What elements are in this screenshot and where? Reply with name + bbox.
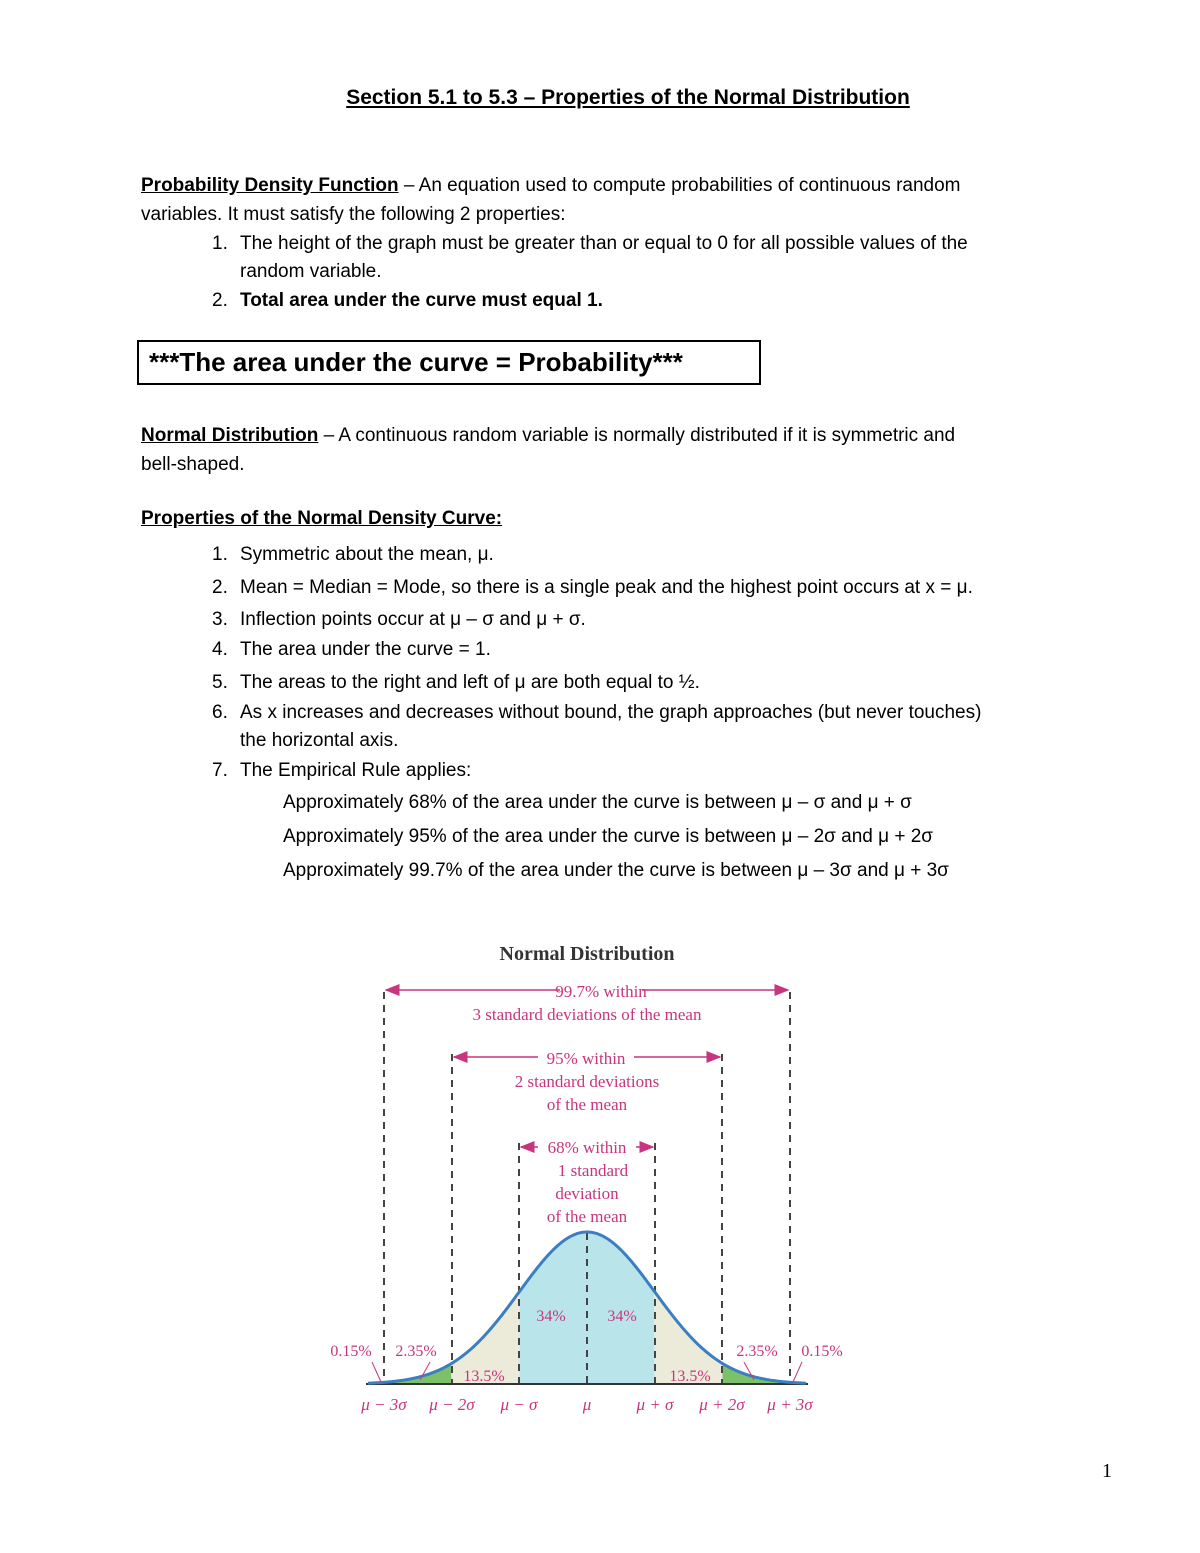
- left-235-label: 2.35%: [395, 1343, 437, 1360]
- band-95-label: 95% within: [546, 1049, 626, 1068]
- list-number: 7.: [212, 760, 228, 781]
- list-text: The height of the graph must be greater than or equal to 0 for all possible values of the: [240, 233, 968, 254]
- left-tail-pointer: [372, 1362, 381, 1382]
- pdf-definition-line2: variables. It must satisfy the following 2 properties:: [141, 204, 566, 225]
- band-997-label: 99.7% within: [555, 982, 647, 1001]
- list-number: 4.: [212, 639, 228, 660]
- normal-term: Normal Distribution: [141, 425, 319, 446]
- list-text: Symmetric about the mean, μ.: [240, 544, 494, 565]
- right-tail-pointer: [793, 1362, 802, 1382]
- area-probability-callout: ***The area under the curve = Probability***: [137, 340, 761, 385]
- list-number: 5.: [212, 672, 228, 693]
- left-34-label: 34%: [536, 1308, 566, 1325]
- list-text-continued: random variable.: [240, 261, 382, 282]
- list-text: Inflection points occur at μ – σ and μ + σ.: [240, 609, 586, 630]
- band-68-label: 68% within: [547, 1138, 627, 1157]
- list-text-continued: the horizontal axis.: [240, 730, 399, 751]
- left-tail-label: 0.15%: [330, 1343, 372, 1360]
- list-number: 2.: [212, 290, 228, 311]
- empirical-rule-68: Approximately 68% of the area under the curve is between μ – σ and μ + σ: [283, 792, 912, 813]
- band-95-sublabel-1: 2 standard deviations: [514, 1072, 660, 1091]
- normal-definition-line2: bell-shaped.: [141, 454, 245, 475]
- list-text: As x increases and decreases without bound, the graph approaches (but never touches): [240, 702, 982, 723]
- list-number: 1.: [212, 544, 228, 565]
- list-text: The Empirical Rule applies:: [240, 760, 472, 781]
- left-135-label: 13.5%: [463, 1368, 505, 1385]
- band-68-sublabel-2: deviation: [555, 1184, 619, 1203]
- axis-labels: [360, 1395, 813, 1414]
- empirical-rule-95: Approximately 95% of the area under the curve is between μ – 2σ and μ + 2σ: [283, 826, 934, 847]
- band-95-sublabel-2: of the mean: [546, 1095, 628, 1114]
- normal-definition-line1: – A continuous random variable is normally distributed if it is symmetric and: [318, 425, 956, 446]
- axis-label: μ − 2σ: [429, 1395, 475, 1414]
- axis-label: μ + 2σ: [699, 1395, 745, 1414]
- band-68-sublabel-3: of the mean: [546, 1207, 628, 1226]
- axis-label: μ − 3σ: [361, 1395, 407, 1414]
- right-235-label: 2.35%: [736, 1343, 778, 1360]
- list-number: 3.: [212, 609, 228, 630]
- axis-label: μ − σ: [500, 1395, 538, 1414]
- list-text: The areas to the right and left of μ are both equal to ½.: [240, 672, 700, 693]
- empirical-rule-997: Approximately 99.7% of the area under the curve is between μ – 3σ and μ + 3σ: [283, 860, 949, 881]
- right-tail-label: 0.15%: [801, 1343, 843, 1360]
- right-135-label: 13.5%: [669, 1368, 711, 1385]
- axis-label: μ + σ: [636, 1395, 674, 1414]
- list-text: Total area under the curve must equal 1.: [240, 290, 603, 311]
- list-number: 2.: [212, 577, 228, 598]
- figure-title: Normal Distribution: [499, 943, 675, 965]
- pdf-definition-line1: – An equation used to compute probabilities of continuous random: [398, 175, 961, 196]
- axis-label: μ + 3σ: [767, 1395, 813, 1414]
- list-text: The area under the curve = 1.: [240, 639, 491, 660]
- page-title: Section 5.1 to 5.3 – Properties of the Normal Distribution: [346, 86, 910, 109]
- list-text: Mean = Median = Mode, so there is a single peak and the highest point occurs at x = μ.: [240, 577, 973, 598]
- right-34-label: 34%: [607, 1308, 637, 1325]
- page-number: 1: [1102, 1460, 1112, 1482]
- pdf-term: Probability Density Function: [141, 175, 399, 196]
- properties-heading: Properties of the Normal Density Curve:: [141, 508, 503, 529]
- list-number: 6.: [212, 702, 228, 723]
- axis-label: μ: [582, 1395, 592, 1414]
- list-number: 1.: [212, 233, 228, 254]
- band-68-sublabel-1: 1 standard: [557, 1161, 629, 1180]
- band-997-sublabel: 3 standard deviations of the mean: [472, 1005, 702, 1024]
